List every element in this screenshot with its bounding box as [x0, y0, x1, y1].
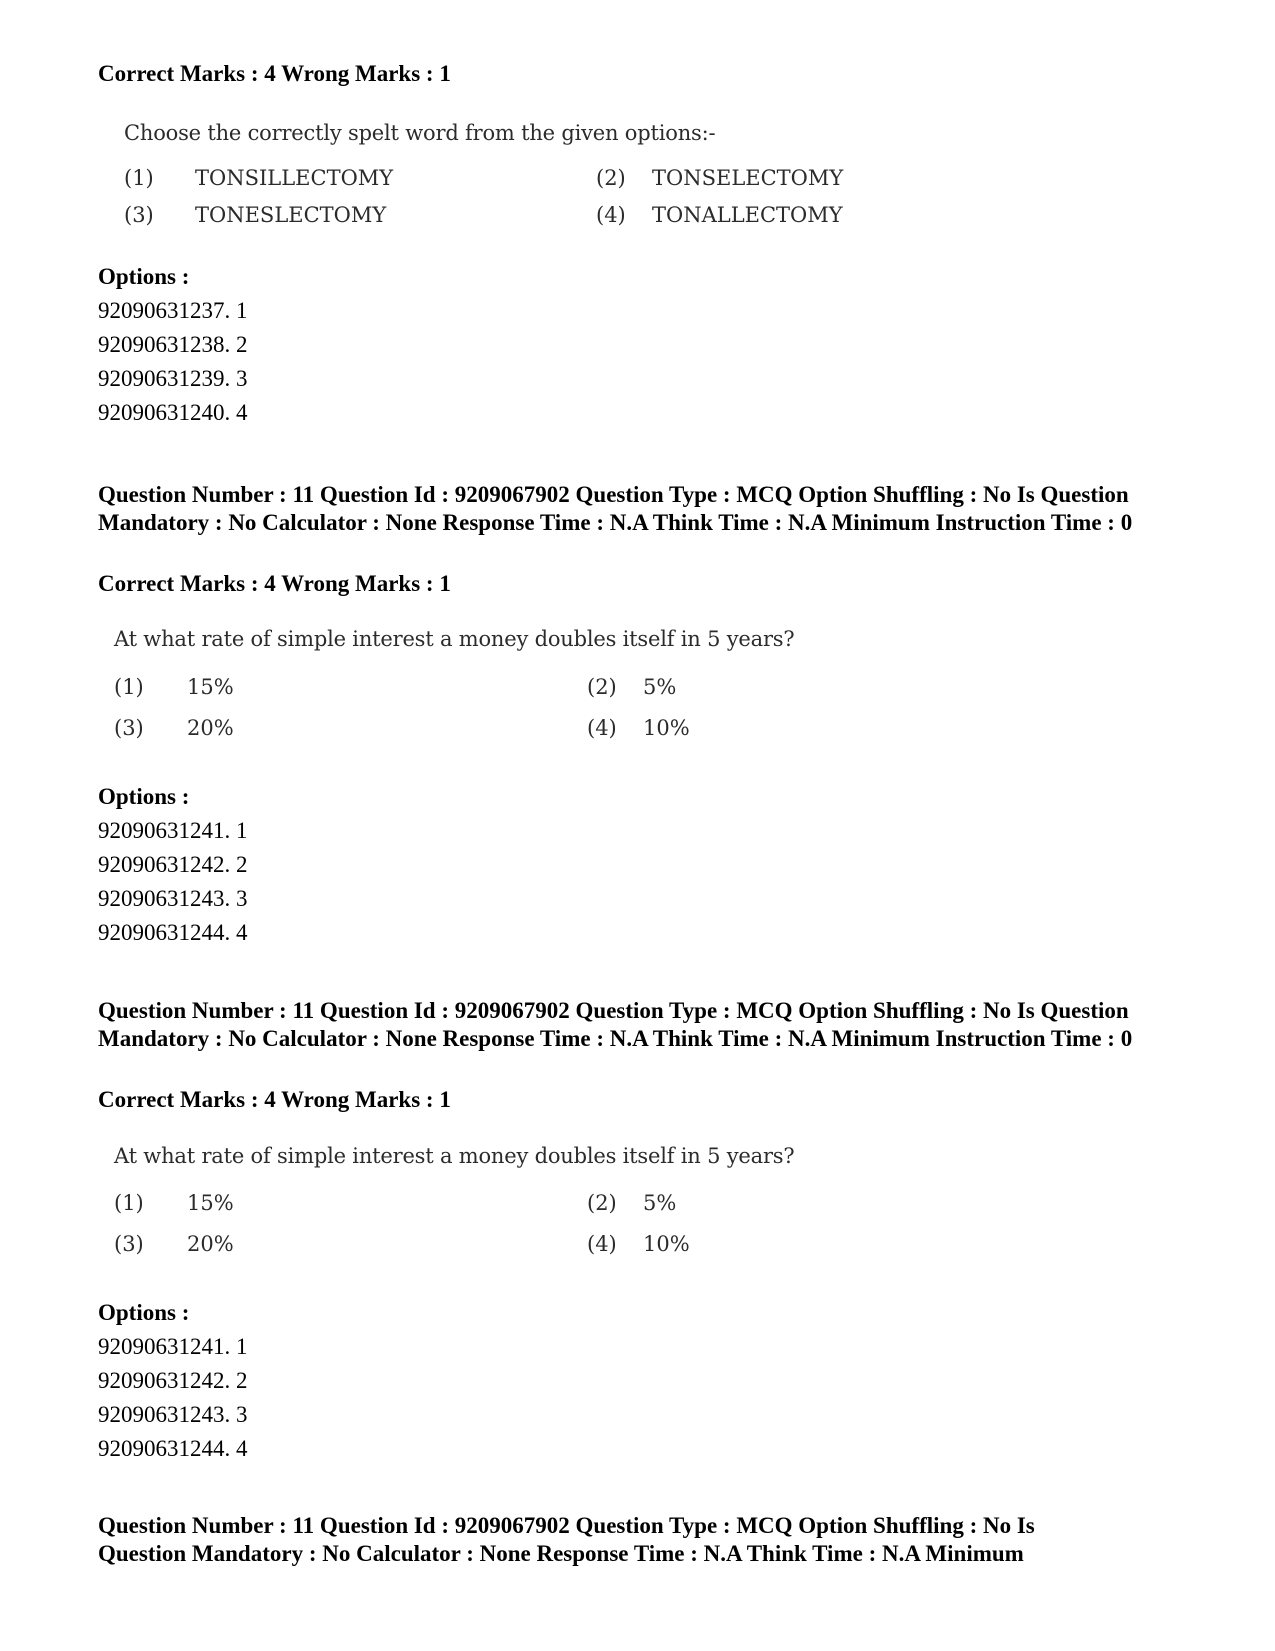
question-header: Question Number : 11 Question Id : 9209067902 Question Type : MCQ Option Shuffling : No Is Question Mandatory : No Calculator : None Response Time : N.A Think Time : N.A Minimum Instruction Time : 0: [98, 998, 1133, 1051]
choice-number: (4): [596, 203, 626, 227]
option-item: 92090631241. 1: [98, 1334, 248, 1359]
choice-text: TONALLECTOMY: [652, 203, 843, 227]
option-item: 92090631237. 1: [98, 298, 248, 323]
option-item: 92090631239. 3: [98, 366, 248, 391]
choice-number: (4): [587, 716, 617, 740]
choice-number: (1): [124, 166, 154, 190]
question-text: At what rate of simple interest a money doubles itself in 5 years?: [114, 627, 795, 651]
options-label: Options :: [98, 1300, 190, 1325]
choice-text: 10%: [643, 716, 690, 740]
question-header-line: Question Mandatory : No Calculator : None Response Time : N.A Think Time : N.A Minimum: [98, 1541, 1024, 1566]
options-label: Options :: [98, 264, 190, 289]
choice-text: 5%: [643, 1191, 677, 1215]
choice-number: (2): [587, 675, 617, 699]
choice-text: TONESLECTOMY: [195, 203, 387, 227]
choice-text: 20%: [187, 1232, 234, 1256]
choice-text: 5%: [643, 675, 677, 699]
question-text: At what rate of simple interest a money doubles itself in 5 years?: [114, 1144, 795, 1168]
option-item: 92090631241. 1: [98, 818, 248, 843]
choice-number: (1): [114, 1191, 144, 1215]
choice-number: (3): [124, 203, 154, 227]
choice-number: (2): [587, 1191, 617, 1215]
choice-number: (3): [114, 716, 144, 740]
choice-text: 15%: [187, 1191, 234, 1215]
option-item: 92090631238. 2: [98, 332, 248, 357]
choice-text: 20%: [187, 716, 234, 740]
option-item: 92090631242. 2: [98, 852, 248, 877]
correct-marks-line: Correct Marks : 4 Wrong Marks : 1: [98, 61, 451, 86]
correct-marks-line: Correct Marks : 4 Wrong Marks : 1: [98, 571, 451, 596]
option-item: 92090631244. 4: [98, 920, 248, 945]
choice-number: (3): [114, 1232, 144, 1256]
option-item: 92090631244. 4: [98, 1436, 248, 1461]
option-item: 92090631242. 2: [98, 1368, 248, 1393]
option-item: 92090631243. 3: [98, 1402, 248, 1427]
option-item: 92090631243. 3: [98, 886, 248, 911]
question-header-line: Question Number : 11 Question Id : 9209067902 Question Type : MCQ Option Shuffling : No Is: [98, 1513, 1035, 1538]
choice-text: TONSILLECTOMY: [195, 166, 394, 190]
choice-text: 10%: [643, 1232, 690, 1256]
correct-marks-line: Correct Marks : 4 Wrong Marks : 1: [98, 1087, 451, 1112]
choice-text: 15%: [187, 675, 234, 699]
choice-text: TONSELECTOMY: [652, 166, 844, 190]
options-label: Options :: [98, 784, 190, 809]
question-text: Choose the correctly spelt word from the given options:-: [124, 121, 716, 145]
option-item: 92090631240. 4: [98, 400, 248, 425]
question-header: Question Number : 11 Question Id : 9209067902 Question Type : MCQ Option Shuffling : No Is Question Mandatory : No Calculator : None Response Time : N.A Think Time : N.A Minimum Instruction Time : 0: [98, 482, 1133, 535]
choice-number: (4): [587, 1232, 617, 1256]
choice-number: (1): [114, 675, 144, 699]
choice-number: (2): [596, 166, 626, 190]
